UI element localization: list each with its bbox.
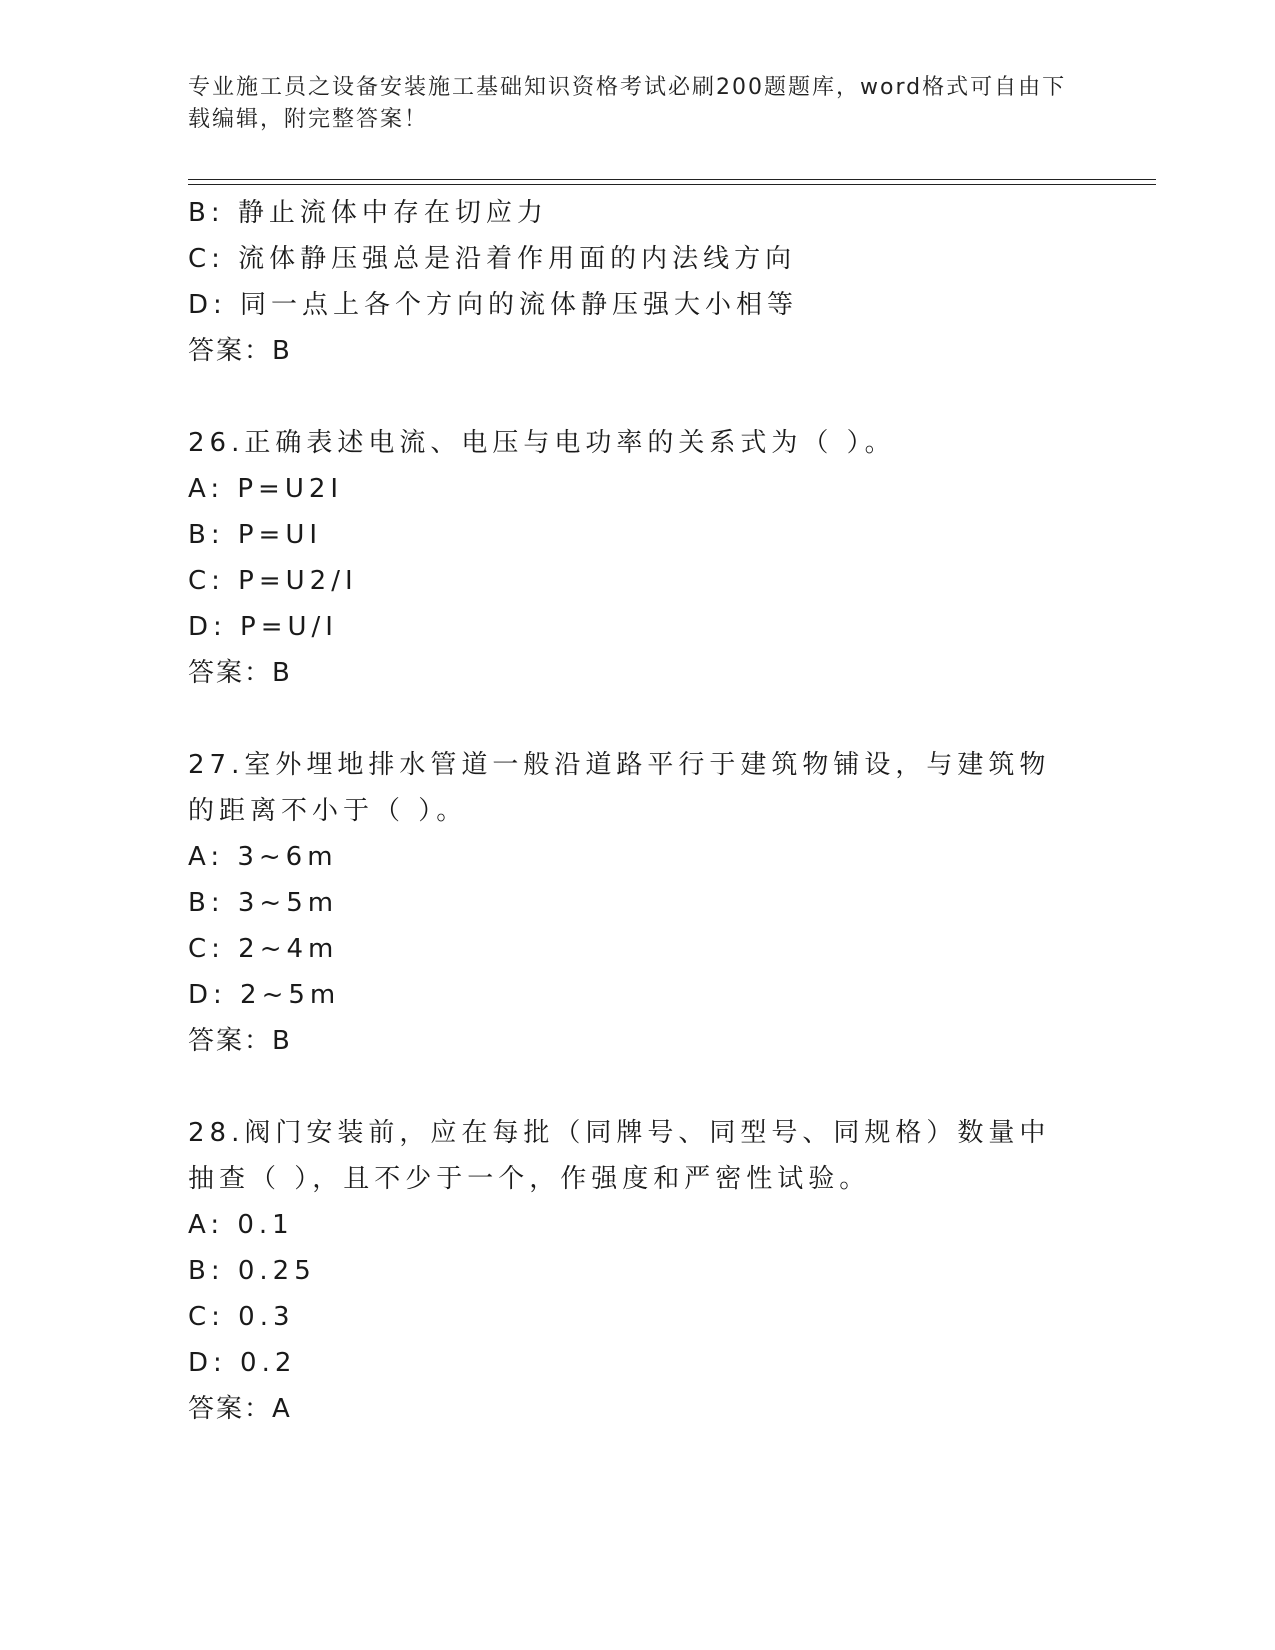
option-a: A: 3~6m — [188, 842, 338, 872]
answer: 答案：B — [188, 336, 292, 366]
answer: 答案：A — [188, 1394, 292, 1424]
question-text: 28.阀门安装前，应在每批（同牌号、同型号、同规格）数量中抽查（ ），且不少于一个，作强度和严密性试验。 — [188, 1118, 1051, 1194]
header-rule-bottom — [188, 184, 1156, 185]
question-block-25 — [188, 190, 1088, 374]
option-c: C: 流体静压强总是沿着作用面的内法线方向 — [188, 244, 797, 274]
option-d: D: 2~5m — [188, 980, 341, 1010]
option-c: C: P=U2/I — [188, 566, 358, 596]
question-text: 27.室外埋地排水管道一般沿道路平行于建筑物铺设，与建筑物的距离不小于（ ）。 — [188, 750, 1051, 826]
question-text: 26.正确表述电流、电压与电功率的关系式为（ ）。 — [188, 428, 896, 458]
question-block-28 — [188, 1110, 1088, 1432]
option-b: B: 0.25 — [188, 1256, 316, 1286]
option-b: B: P=UI — [188, 520, 323, 550]
option-b: B: 静止流体中存在切应力 — [188, 198, 548, 228]
option-d: D: P=U/I — [188, 612, 338, 642]
document-header: 专业施工员之设备安装施工基础知识资格考试必刷200题题库，word格式可自由下载编辑，附完整答案！ — [188, 75, 1067, 132]
header-rule-top — [188, 179, 1156, 180]
question-block-26 — [188, 420, 1088, 696]
option-c: C: 0.3 — [188, 1302, 295, 1332]
answer: 答案：B — [188, 1026, 292, 1056]
question-block-27 — [188, 742, 1088, 1064]
option-a: A: P=U2I — [188, 474, 344, 504]
question-list — [188, 190, 1088, 1432]
option-d: D: 同一点上各个方向的流体静压强大小相等 — [188, 290, 799, 320]
option-d: D: 0.2 — [188, 1348, 297, 1378]
answer: 答案：B — [188, 658, 292, 688]
option-c: C: 2~4m — [188, 934, 339, 964]
option-b: B: 3~5m — [188, 888, 339, 918]
option-a: A: 0.1 — [188, 1210, 294, 1240]
